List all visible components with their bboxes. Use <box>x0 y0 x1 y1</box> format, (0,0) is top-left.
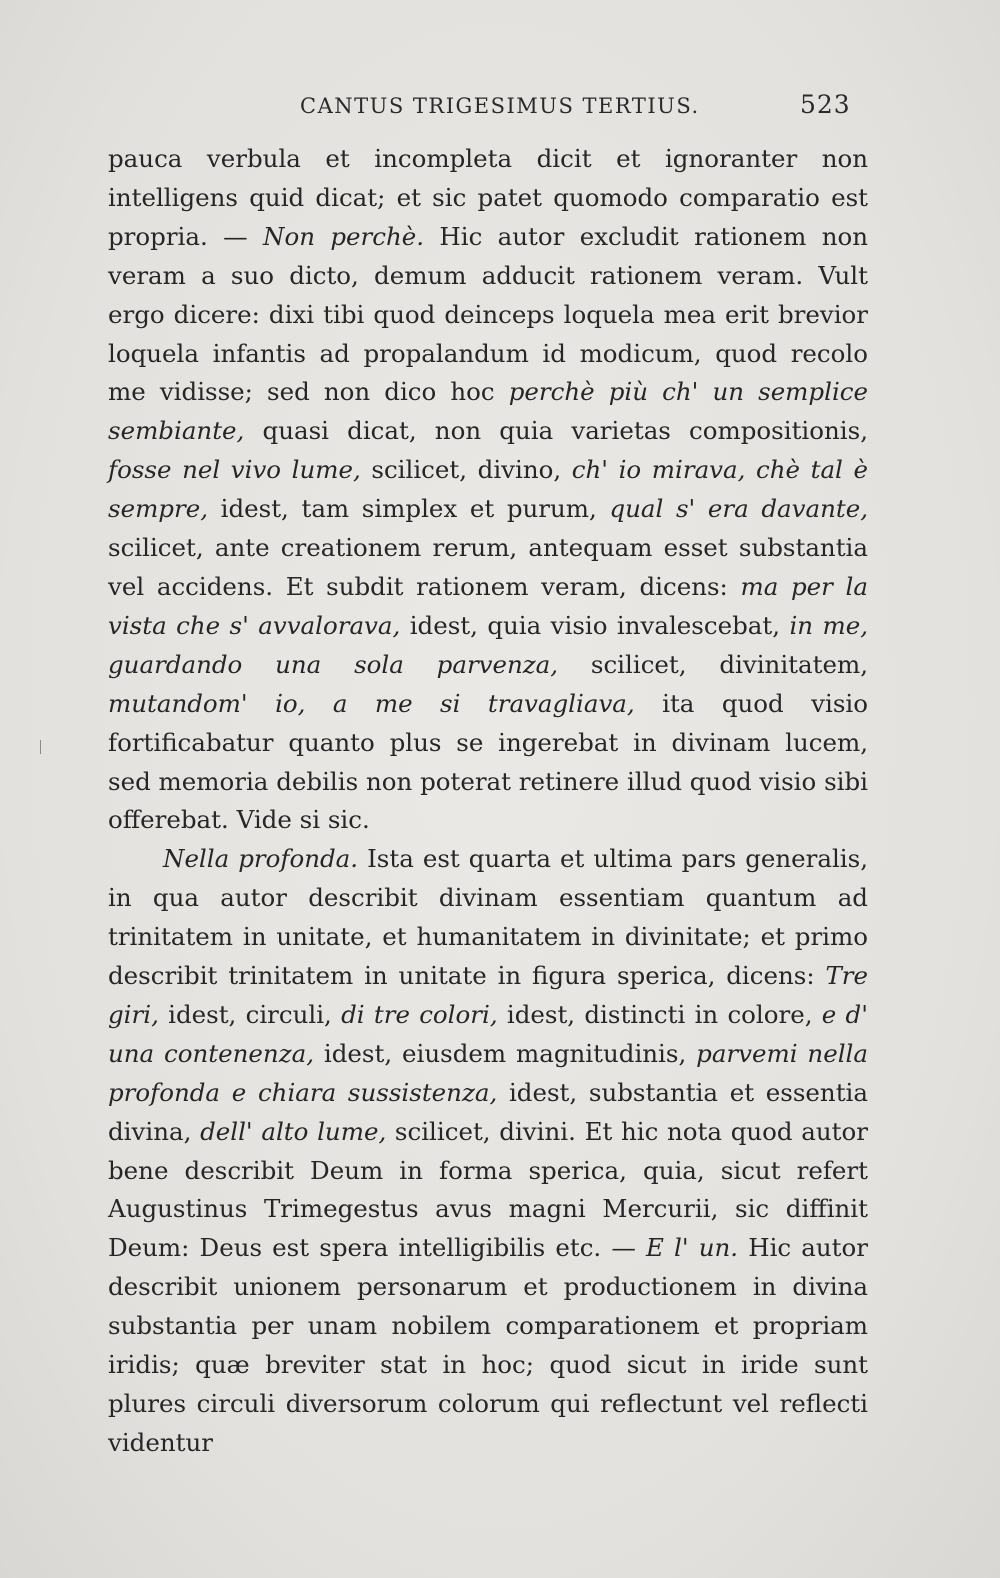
page-header <box>0 90 1000 130</box>
italic-quotation: parvemi nella profonda e chiara sussistenza, <box>108 1038 868 1107</box>
italic-quotation: E l' un. <box>646 1233 739 1263</box>
italic-quotation: in me, guardando una sola parvenza, <box>108 610 868 679</box>
italic-quotation: perchè più ch' un semplice sembiante, <box>108 377 868 446</box>
italic-quotation: Non perchè. <box>263 221 425 251</box>
paragraph <box>108 840 868 1463</box>
italic-quotation: di tre colori, <box>341 999 498 1029</box>
italic-quotation: Nella profonda. <box>163 844 359 874</box>
text-run: idest, substantia et essentia divina, <box>108 1077 868 1146</box>
italic-quotation: ma per la vista che s' avvalorava, <box>108 571 868 640</box>
italic-quotation: Tre giri, <box>108 961 868 1029</box>
text-run: ita quod visio fortificabatur quanto plus se ingerebat in divinam lucem, sed memoria debilis non poterat retinere illud quod visio sibi offerebat. Vide si sic. <box>108 688 868 835</box>
text-run: idest, circuli, <box>158 999 342 1029</box>
italic-quotation: ch' io mirava, chè tal è sempre, <box>108 455 868 524</box>
italic-quotation: dell' alto lume, <box>200 1116 387 1146</box>
running-title: CANTUS TRIGESIMUS TERTIUS. <box>300 94 700 118</box>
italic-quotation: fosse nel vivo lume, <box>108 455 361 485</box>
text-run: scilicet, divinitatem, <box>558 649 868 679</box>
text-run: scilicet, divino, <box>360 455 572 485</box>
page-number: 523 <box>800 90 851 119</box>
text-run: idest, quia visio invalescebat, <box>400 610 790 640</box>
text-run: idest, tam simplex et purum, <box>208 494 610 524</box>
text-run: quasi dicat, non quia varietas compositionis, <box>244 416 868 446</box>
text-run: pauca verbula et incompleta dicit et ignoranter non intelligens quid dicat; et sic patet quomodo comparatio est propria. — <box>108 144 868 251</box>
italic-quotation: qual s' era davante, <box>609 494 869 524</box>
text-run: Hic autor excludit rationem non veram a suo dicto, demum adducit rationem veram. Vult ergo dicere: dixi tibi quod deinceps loquela mea erit brevior loquela infantis ad propalandum id modicum, quod recolo me vidisse; sed non dico hoc <box>108 221 869 407</box>
italic-quotation: e d' una contenenza, <box>108 999 868 1068</box>
text-run: scilicet, divini. Et hic nota quod autor bene describit Deum in forma sperica, quia, sicut refert Augustinus Trimegestus avus magni Mercurii, sic diffinit Deum: Deus est spera intelligibilis etc. — <box>108 1116 868 1263</box>
text-run: idest, eiusdem magnitudinis, <box>314 1038 697 1068</box>
text-run: idest, distincti in colore, <box>497 999 822 1029</box>
body-text <box>108 140 868 1463</box>
text-run: Ista est quarta et ultima pars generalis, in qua autor describit divinam essentiam quantum ad trinitatem in unitate, et humanitatem in divinitate; et primo describit trinitatem in unitate in figura sperica, dicens: <box>108 844 869 991</box>
margin-mark <box>40 740 41 754</box>
italic-quotation: mutandom' io, a me si travagliava, <box>108 688 635 718</box>
text-run: Hic autor describit unionem personarum et productionem in divina substantia per unam nobilem comparationem et propriam iridis; quæ breviter stat in hoc; quod sicut in iride sunt plures circuli diversorum colorum qui reflectunt vel reflecti videntur <box>108 1233 868 1457</box>
text-run: scilicet, ante creationem rerum, antequam esset substantia vel accidens. Et subdit rationem veram, dicens: <box>108 533 868 601</box>
paragraph <box>108 140 868 840</box>
